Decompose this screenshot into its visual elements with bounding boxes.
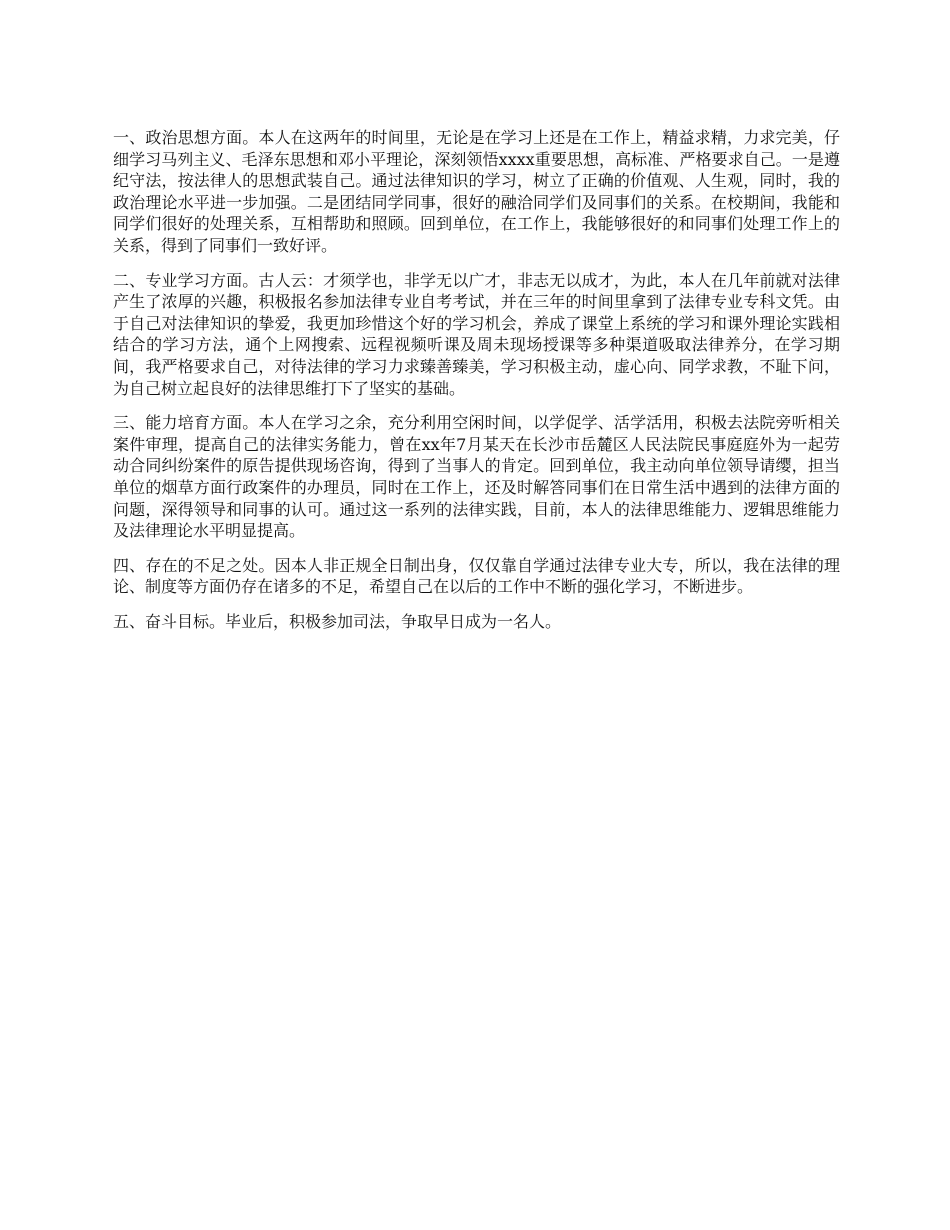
paragraph-ability-cultivation: 三、能力培育方面。本人在学习之余，充分利用空闲时间，以学促学、活学活用，积极去法院旁听相关案件审理，提高自己的法律实务能力，曾在xx年7月某天在长沙市岳麓区人民法院民事庭庭外为一起劳动合同纠纷案件的原告提供现场咨询，得到了当事人的肯定。回到单位，我主动向单位领导请缨，担当单位的烟草方面行政案件的办理员，同时在工作上，还及时解答同事们在日常生活中遇到的法律方面的问题，深得领导和同事的认可。通过这一系列的法律实践，目前，本人的法律思维能力、逻辑思维能力及法律理论水平明显提高。	[113, 413, 840, 541]
paragraph-political-thought: 一、政治思想方面。本人在这两年的时间里，无论是在学习上还是在工作上，精益求精，力求完美，仔细学习马列主义、毛泽东思想和邓小平理论，深刻领悟xxxx重要思想，高标准、严格要求自己。一是遵纪守法，按法律人的思想武装自己。通过法律知识的学习，树立了正确的价值观、人生观，同时，我的政治理论水平进一步加强。二是团结同学同事，很好的融洽同学们及同事们的关系。在校期间，我能和同学们很好的处理关系，互相帮助和照顾。回到单位，在工作上，我能够很好的和同事们处理工作上的关系，得到了同事们一致好评。	[113, 128, 840, 255]
document-body	[113, 127, 840, 645]
paragraph-goals: 五、奋斗目标。毕业后，积极参加司法，争取早日成为一名人。	[113, 611, 562, 631]
paragraph-shortcomings: 四、存在的不足之处。因本人非正规全日制出身，仅仅靠自学通过法律专业大专，所以，我在法律的理论、制度等方面仍存在诸多的不足，希望自己在以后的工作中不断的强化学习，不断进步。	[113, 555, 840, 597]
paragraph-professional-study: 二、专业学习方面。古人云：才须学也，非学无以广才，非志无以成才，为此，本人在几年前就对法律产生了浓厚的兴趣，积极报名参加法律专业自考考试，并在三年的时间里拿到了法律专业专科文凭。由于自己对法律知识的挚爱，我更加珍惜这个好的学习机会，养成了课堂上系统的学习和课外理论实践相结合的学习方法，通个上网搜索、远程视频听课及周未现场授课等多种渠道吸取法律养分，在学习期间，我严格要求自己，对待法律的学习力求臻善臻美，学习积极主动，虚心向、同学求教，不耻下问，为自己树立起良好的法律思维打下了坚实的基础。	[113, 270, 840, 398]
